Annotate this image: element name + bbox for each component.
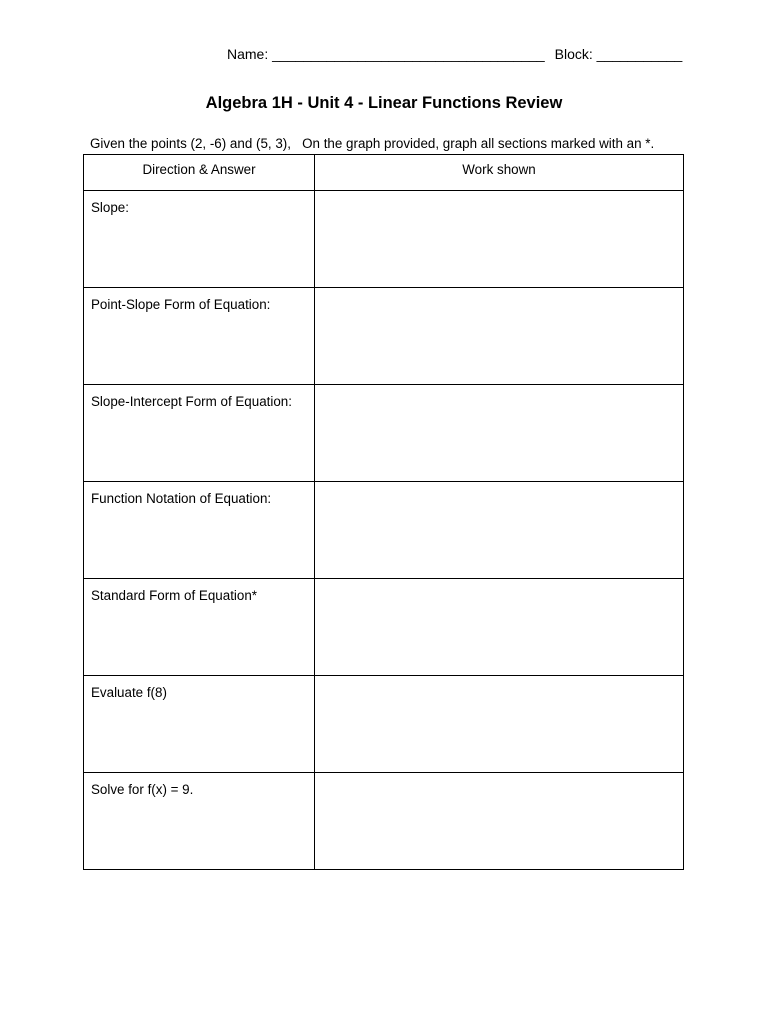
direction-cell-evaluate: Evaluate f(8) xyxy=(84,676,315,773)
table-row xyxy=(84,385,684,482)
block-field-label[interactable]: Block: ___________ xyxy=(554,46,683,62)
name-block-header xyxy=(227,45,682,63)
direction-cell-standard-form: Standard Form of Equation* xyxy=(84,579,315,676)
work-cell-solve[interactable] xyxy=(315,773,684,870)
direction-cell-point-slope: Point-Slope Form of Equation: xyxy=(84,288,315,385)
column-header-work: Work shown xyxy=(315,155,684,191)
table-row xyxy=(84,773,684,870)
work-cell-function-notation[interactable] xyxy=(315,482,684,579)
work-cell-slope-intercept[interactable] xyxy=(315,385,684,482)
table-row xyxy=(84,579,684,676)
review-table xyxy=(83,154,684,870)
direction-cell-solve: Solve for f(x) = 9. xyxy=(84,773,315,870)
table-header-row xyxy=(84,155,684,191)
page-title: Algebra 1H - Unit 4 - Linear Functions Review xyxy=(205,94,563,112)
work-cell-point-slope[interactable] xyxy=(315,288,684,385)
table-row xyxy=(84,191,684,288)
work-cell-evaluate[interactable] xyxy=(315,676,684,773)
column-header-direction: Direction & Answer xyxy=(84,155,315,191)
direction-cell-slope: Slope: xyxy=(84,191,315,288)
instructions-text: Given the points (2, -6) and (5, 3), On the graph provided, graph all sections marked with an *. xyxy=(90,136,655,151)
direction-cell-slope-intercept: Slope-Intercept Form of Equation: xyxy=(84,385,315,482)
direction-cell-function-notation: Function Notation of Equation: xyxy=(84,482,315,579)
name-field-label[interactable]: Name: ___________________________________ xyxy=(227,46,545,62)
table-row xyxy=(84,676,684,773)
table-row xyxy=(84,288,684,385)
work-cell-slope[interactable] xyxy=(315,191,684,288)
table-row xyxy=(84,482,684,579)
work-cell-standard-form[interactable] xyxy=(315,579,684,676)
